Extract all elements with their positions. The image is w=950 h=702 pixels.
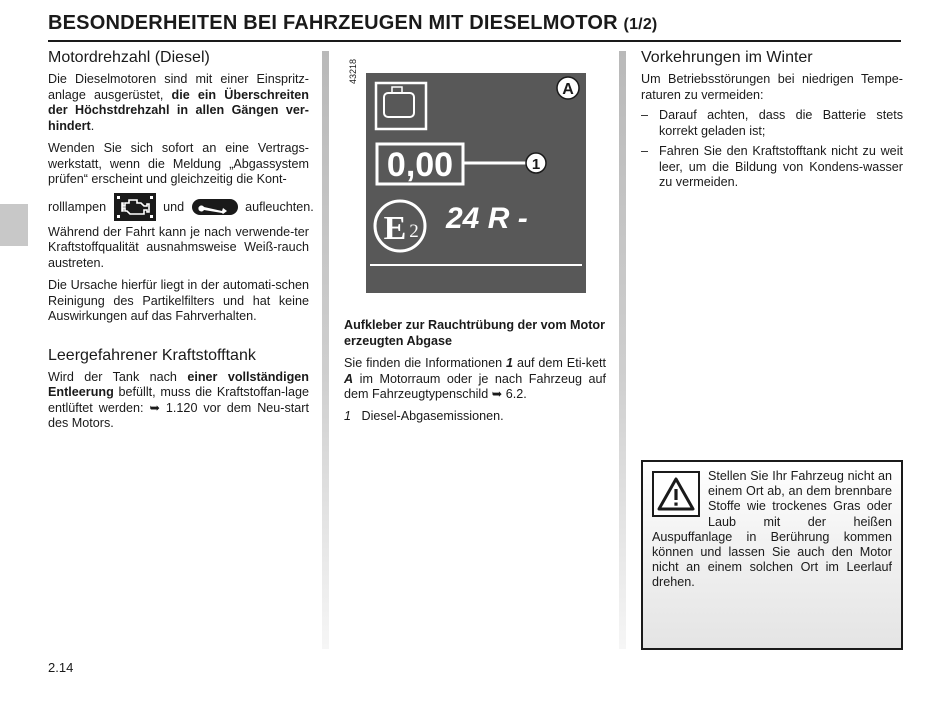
text-run: im Motorraum oder je nach Fahrzeug auf dem Fahrzeugtypenschild ➥ 6.2. <box>344 371 606 401</box>
paragraph-empty-tank <box>48 370 309 432</box>
text-run: Wird der Tank nach <box>48 369 177 384</box>
label-a-text: A <box>562 81 574 98</box>
legend-number: 1 <box>344 408 352 423</box>
paragraph-winter-intro: Um Betriebsstörungen bei niedrigen Tempe-raturen zu vermeiden: <box>641 72 903 102</box>
smoke-label-drawing <box>366 73 586 293</box>
page-title <box>48 12 657 35</box>
text-run-bold: die ein Überschreiten der Höchstdrehzahl in allen Gängen ver-hindert <box>48 87 309 133</box>
middle-column <box>344 318 606 424</box>
text-run: rolllampen <box>48 199 107 214</box>
paragraph-particle-filter: Die Ursache hierfür liegt in der automati-schen Reinigung des Partikelfilters und hat keine Auswirkungen auf das Fahrverhalten. <box>48 278 309 323</box>
list-item: – Fahren Sie den Kraftstofftank nicht zu weit leer, um die Bildung von Kondens-wasser zu vermeiden. <box>641 144 903 191</box>
text-run-ref: 1 <box>506 356 514 370</box>
section-heading-winter: Vorkehrungen im Winter <box>641 49 813 66</box>
paragraph-white-smoke: Während der Fahrt kann je nach verwende-ter Kraftstoffqualität ausnahmsweise Weiß-rauch austreten. <box>48 224 309 270</box>
text-run: und <box>163 199 185 214</box>
page-title-text: BESONDERHEITEN BEI FAHRZEUGEN MIT DIESELMOTOR <box>48 12 618 34</box>
warning-text: Stellen Sie Ihr Fahrzeug nicht an einem Ort ab, an dem brennbare Stoffe wie trockenes Gras oder Laub mit der heißen Auspuffanlage in Berührung kommen können und lassen Sie auch den Motor nicht an einem solchen Ort im Leerlauf drehen. <box>652 469 892 590</box>
e-mark-text: E <box>383 210 407 247</box>
text-run: Sie finden die Informationen <box>344 356 503 370</box>
text-run: befüllt, muss die Kraftstoffan-lage entlüftet werden: ➥ 1.120 vor dem Neu-start des Motors. <box>48 385 309 430</box>
e-mark-subscript: 2 <box>409 221 419 242</box>
page-number: 2.14 <box>48 660 74 675</box>
right-column <box>641 48 903 191</box>
text-run: Die Dieselmotoren sind mit einer Einspritz-anlage ausgerüstet, <box>48 72 309 102</box>
section-heading-engine-speed: Motordrehzahl (Diesel) <box>48 49 210 66</box>
wrench-service-icon <box>192 199 238 215</box>
callout-1-text: 1 <box>531 156 541 173</box>
engine-warning-icon <box>114 193 156 221</box>
section-heading-empty-tank: Leergefahrener Kraftstofftank <box>48 346 256 364</box>
smoke-label-figure <box>366 73 586 293</box>
paragraph-injection <box>48 72 309 134</box>
warning-box <box>641 460 903 650</box>
paragraph-label-location <box>344 356 606 403</box>
left-column <box>48 48 314 432</box>
page-part: (1/2) <box>623 16 658 33</box>
column-separator-right <box>619 51 626 649</box>
paragraph-warning-lights-line <box>48 192 314 222</box>
winter-list <box>641 108 903 191</box>
text-run: auf dem Eti-kett <box>516 356 606 370</box>
figure-caption: Aufkleber zur Rauchtrübung der vom Motor erzeugten Abgase <box>344 318 605 348</box>
title-rule <box>48 40 901 42</box>
text-run: aufleuchten. <box>245 199 314 214</box>
text-run: . <box>90 118 95 133</box>
chapter-tab <box>0 204 28 246</box>
warning-triangle-icon <box>652 471 700 517</box>
text-run-bold: einer vollständigen Entleerung <box>48 369 309 399</box>
legend-text: Diesel-Abgasemissionen. <box>361 408 504 423</box>
text-run: Wenden Sie sich sofort an eine Vertrags-werkstatt, wenn die Meldung „Abgassystem prüfen“ erscheint und gleichzeitig die Kont- <box>48 141 309 186</box>
legend-item <box>344 409 606 425</box>
text-run-ref: A <box>344 371 354 386</box>
figure-id: 43218 <box>348 58 358 84</box>
smoke-value-text: 0,00 <box>386 146 454 184</box>
list-item: – Darauf achten, dass die Batterie stets korrekt geladen ist; <box>641 108 903 139</box>
paragraph-warning-lights <box>48 141 309 188</box>
column-separator-left <box>322 51 329 649</box>
approval-code: 24 R - <box>446 202 528 235</box>
